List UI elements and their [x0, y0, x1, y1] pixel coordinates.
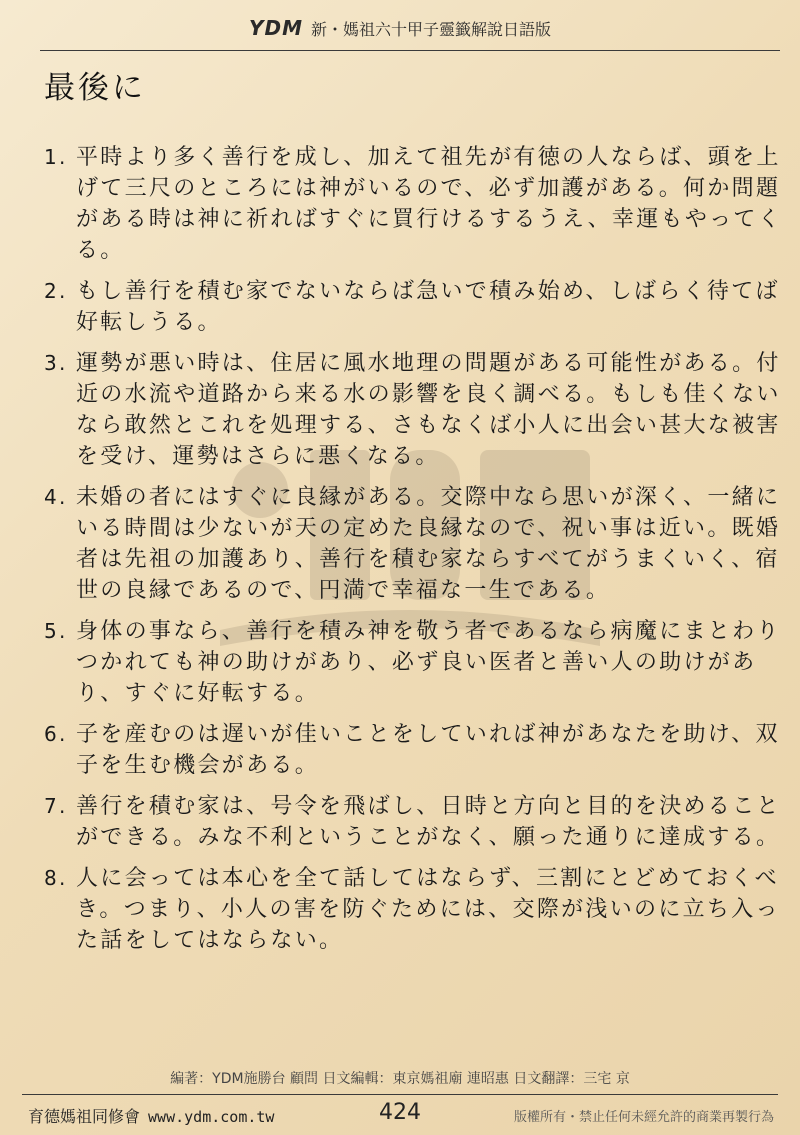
item-text: 未婚の者にはすぐに良縁がある。交際中なら思いが深く、一緒にいる時間は少ないが天の定めた良縁なので、祝い事は近い。既婚者は先祖の加護あり、善行を積む家ならすべてがうまくいく、宿世の良縁であるので、円満で幸福な一生である。 — [76, 485, 781, 603]
guidance-list — [44, 142, 784, 966]
ydm-logo: YDM — [248, 16, 303, 40]
item-number: 3. — [44, 351, 68, 375]
item-number: 2. — [44, 279, 68, 303]
item-text: 子を産むのは遅いが佳いことをしていれば神があなたを助け、双子を生む機会がある。 — [76, 722, 780, 778]
item-text: 人に会っては本心を全て話してはならず、三割にとどめておくべき。つまり、小人の害を防ぐためには、交際が浅いのに立ち入った話をしてはならない。 — [76, 866, 780, 953]
list-item — [44, 719, 784, 781]
list-item — [44, 276, 784, 338]
item-text: 善行を積む家は、号令を飛ばし、日時と方向と目的を決めることができる。みな不利ということがなく、願った通りに達成する。 — [76, 794, 781, 850]
item-text: 平時より多く善行を成し、加えて祖先が有徳の人ならば、頭を上げて三尺のところには神がいるので、必ず加護がある。何か問題がある時は神に祈ればすぐに買行けるするうえ、幸運もやってくる。 — [76, 145, 783, 263]
footer-divider — [22, 1094, 778, 1095]
list-item — [44, 863, 784, 956]
list-item — [44, 482, 784, 606]
item-number: 7. — [44, 794, 68, 818]
item-text: 運勢が悪い時は、住居に風水地理の問題がある可能性がある。付近の水流や道路から来る水の影響を良く調べる。もしも佳くないなら敢然とこれを処理する、さもなくば小人に出会い甚大な被害を受け、運勢はさらに悪くなる。 — [76, 351, 781, 469]
page-header — [0, 14, 800, 42]
list-item — [44, 348, 784, 472]
item-text: もし善行を積む家でないならば急いで積み始め、しばらく待てば好転しうる。 — [76, 279, 780, 335]
item-number: 4. — [44, 485, 68, 509]
page-title: 最後に — [44, 70, 146, 106]
website-link[interactable]: www.ydm.com.tw — [148, 1108, 275, 1126]
page-footer — [0, 1100, 800, 1130]
item-number: 6. — [44, 722, 68, 746]
page-number: 424 — [379, 1100, 421, 1125]
header-title: 新・媽祖六十甲子靈籤解說日語版 — [310, 19, 551, 39]
header-divider — [40, 50, 780, 51]
credits-line: 編著：YDM施勝台 顧問 日文編輯：東京媽祖廟 連昭惠 日文翻譯：三宅 京 — [170, 1071, 630, 1087]
item-text: 身体の事なら、善行を積み神を敬う者であるなら病魔にまとわりつかれても神の助けがあり、必ず良い医者と善い人の助けがあり、すぐに好転する。 — [76, 619, 781, 706]
footer-organization — [28, 1104, 274, 1127]
item-number: 8. — [44, 866, 68, 890]
item-number: 1. — [44, 145, 68, 169]
item-number: 5. — [44, 619, 68, 643]
list-item — [44, 791, 784, 853]
list-item — [44, 616, 784, 709]
copyright-notice: 版權所有・禁止任何未經允許的商業再製行為 — [513, 1110, 774, 1125]
list-item — [44, 142, 784, 266]
organization-name: 育德媽祖同修會 — [28, 1107, 141, 1126]
